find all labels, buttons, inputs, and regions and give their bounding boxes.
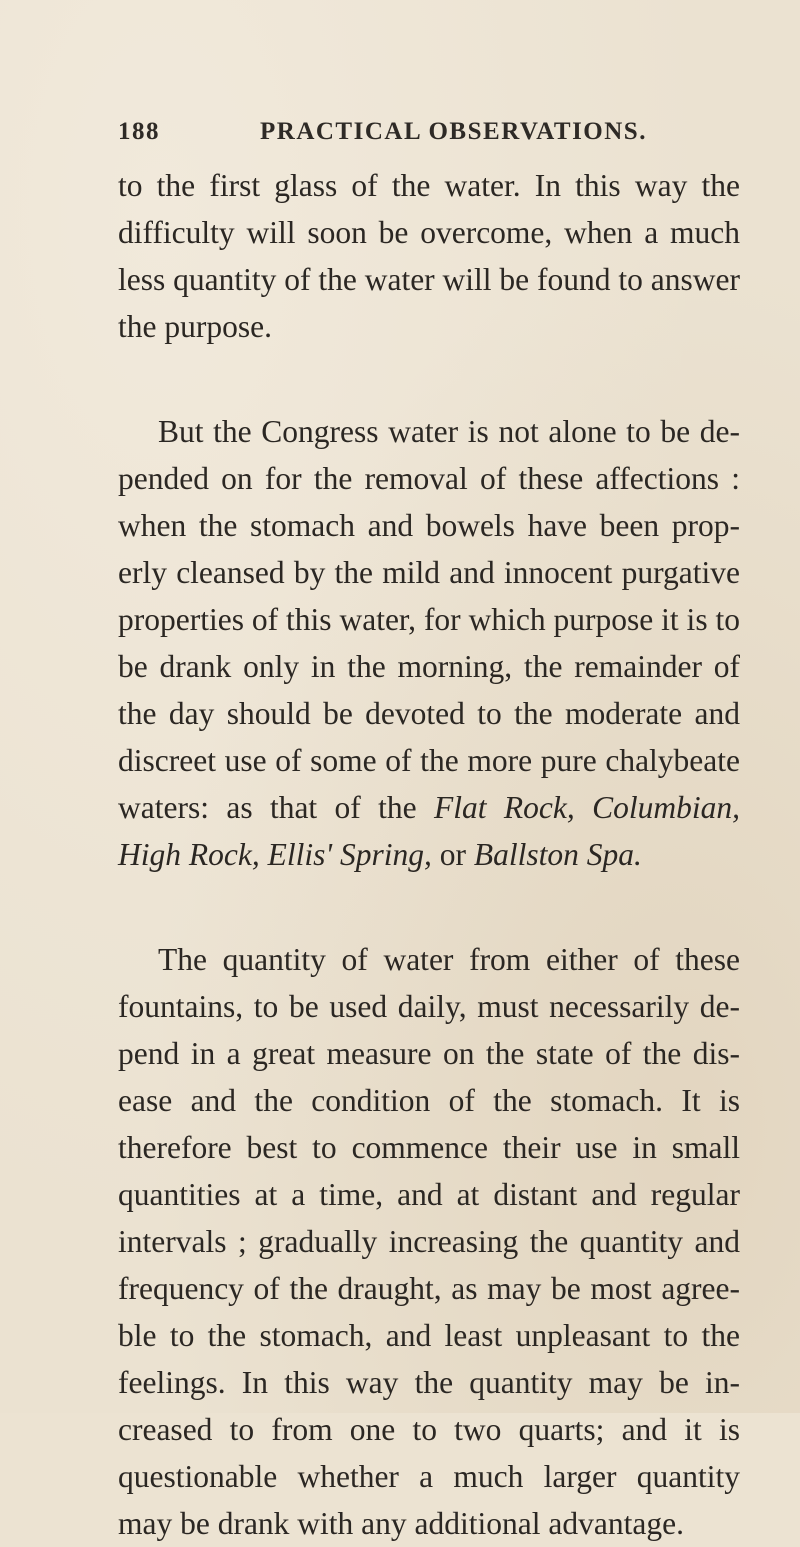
paragraph-2 bbox=[118, 408, 740, 878]
paragraph-2-italic-ballston: Ballston Spa. bbox=[473, 837, 642, 872]
running-head bbox=[118, 118, 738, 158]
running-title: PRACTICAL OBSERVATIONS. bbox=[260, 118, 647, 145]
paragraph-gap bbox=[118, 350, 740, 408]
paragraph-1: to the first glass of the water. In this way the difficulty will soon be overcome, when a much less quantity of the water will be found to answer the purpose. bbox=[118, 168, 740, 344]
paragraph-2-italic-springs: Flat Rock, Columbian, High Rock, Ellis' Spring, bbox=[118, 790, 740, 872]
paragraph-gap bbox=[118, 878, 740, 936]
paragraph-3: The quantity of water from either of these fountains, to be used daily, must necessarily de- pend in a great measure on the state of the dis- ease and the condition of the stomach. It is therefore best to commence their use in small quantities at a time, and at distant and regular intervals ; gradually increasing the quantity and frequency of the draught, as may be most agree- ble to the stomach, and least unpleasant to the feelings. In this way the quantity may be in- creased to from one to two quarts; and it is questionable whether a much larger quantity may be drank with any additional advantage. bbox=[118, 942, 740, 1541]
paragraph-2-text-start: But the Congress water is not alone to be de- pended on for the removal of these affections : when the stomach and bowels have been prop- erly cleansed by the mild and innocent purgative properties of this water, for which purpose it is to be drank only in the morning, the remainder of the day should be devoted to the moderate and discreet use of some of the more pure chalybeate waters: as that of the bbox=[118, 414, 740, 825]
paragraph-2-text-mid: or bbox=[431, 837, 474, 872]
body-text bbox=[118, 162, 740, 1547]
page-number: 188 bbox=[118, 118, 160, 145]
